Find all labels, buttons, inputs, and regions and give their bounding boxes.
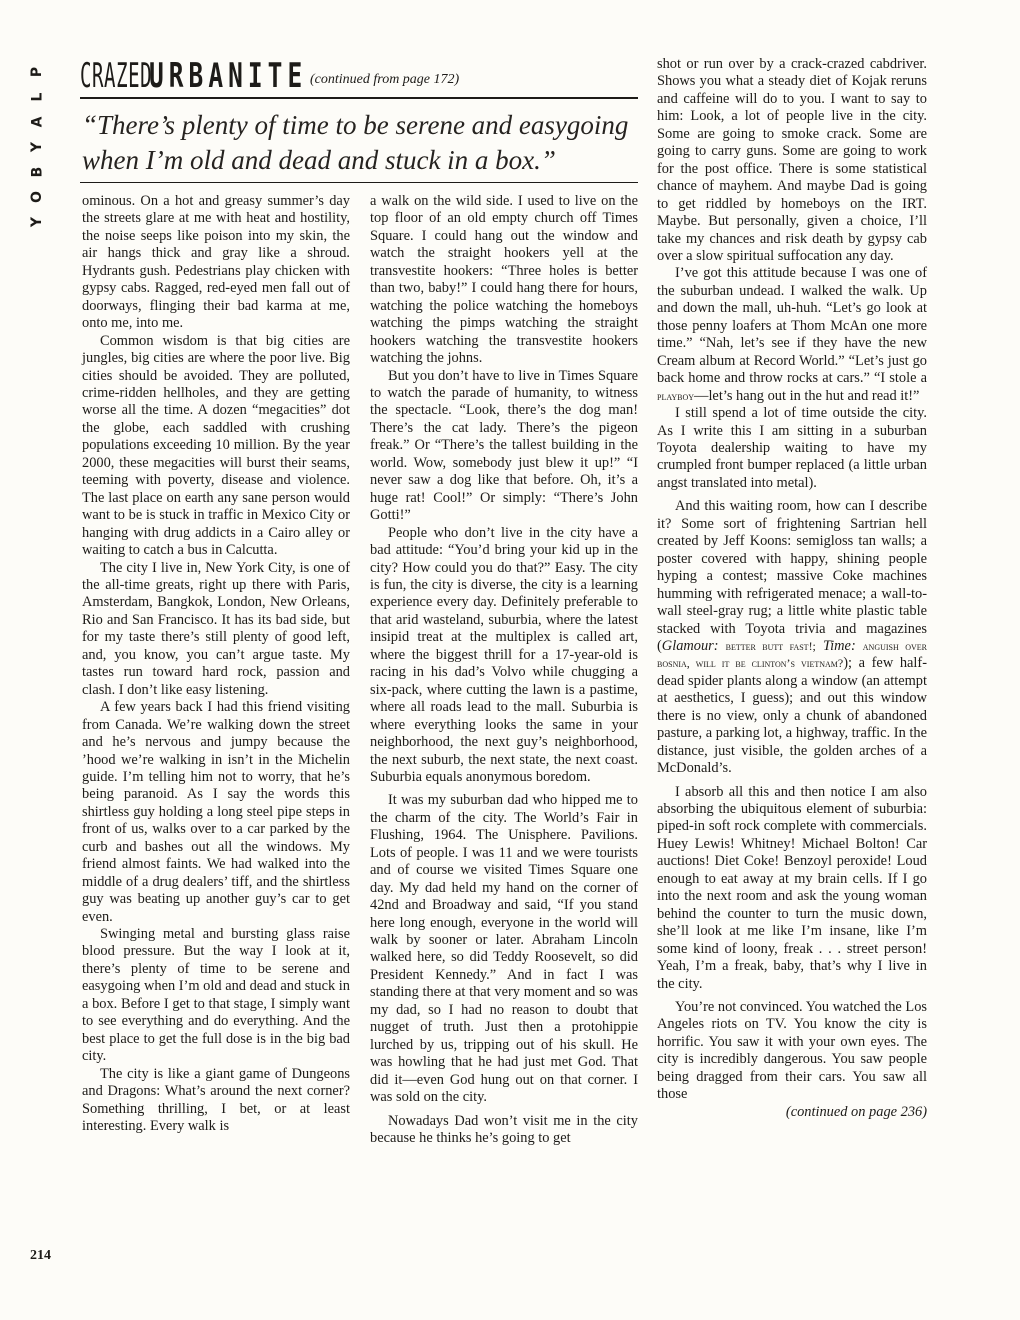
article-column-1 [82, 193, 350, 1135]
text-run: —let’s hang out in the hut and read it!” [694, 387, 920, 404]
paragraph: A few years back I had this friend visiting from Canada. We’re walking down the street and he’s nervous and jumpy because the ’hood we’re walking in isn’t in the Michelin guide. I’m telling him not to worry, that he’s being paranoid. As I say the words this shirtless guy holding a long steel pipe steps in front of us, walks over to a car parked by the curb and bashes out all the windows. My friend almost faints. We had walked into the middle of a drug dealers’ tiff, and the shirtless guy was beating up another guy’s car to get even. [82, 699, 350, 925]
paragraph [657, 265, 927, 405]
pull-quote: “There’s plenty of time to be serene and easygoing when I’m old and dead and stuck in a box.” [82, 110, 629, 175]
magazine-spine-label [26, 62, 48, 232]
magazine-title: Glamour: [661, 637, 719, 654]
article-column-3 [657, 56, 927, 1121]
spine-letter: B [28, 166, 45, 178]
text-run: And this waiting room, how can I describe it? Some sort of frightening Sartrian hell created by Jeff Koons: semigloss tan walls; a poster covered with happy, shining people hyping a contest; massive Coke machines humming with refrigerated menace; a wall-to-wall steel-gray rug; a little white plastic table stacked with Toyota trivia and magazines ( [657, 498, 927, 654]
header-rule [80, 97, 638, 99]
continued-on-note: (continued on page 236) [785, 1103, 927, 1120]
spine-letter: Y [28, 216, 45, 228]
pullquote-rule [80, 182, 638, 183]
paragraph: The city I live in, New York City, is one of the all-time greats, right up there with Paris, Amsterdam, Bangkok, London, New Orleans, Rio and San Francisco. It has its bad side, but for my taste there’s still plenty of good left, and, you know, you can’t argue taste. My tastes run toward hard rock, passion and clash. I don’t like easy listening. [82, 559, 350, 698]
paragraph: The city is like a giant game of Dungeons and Dragons: What’s around the next corner? Something thrilling, I bet, or at least interesting. Every walk is [82, 1065, 350, 1135]
paragraph: a walk on the wild side. I used to live on the top floor of an old empty church off Times Square. I could hang out the window and watch the straight hookers yell at the transvestite hookers: “Three holes is better than two, baby!” I could hang there for hours, watching the police watching the homeboys watching the pimps watching the straight hookers watching the transvestite hookers watching the johns. [370, 193, 638, 367]
department-title-word2: URBANITE [149, 56, 308, 96]
page-number: 214 [30, 1248, 51, 1263]
article-column-2 [370, 193, 638, 1147]
paragraph: shot or run over by a crack-crazed cabdriver. Shows you what a steady diet of Kojak reruns and caffeine will do to you. I want to say to him: Look, a lot of people live in the city. Some are going to smoke crack. Some are going to carry guns. Some are going to work for the post office. There is some statistical chance of mayhem. And maybe Dad is going to get riddled by homeboys on the IRT. Maybe. But personally, given a choice, I’ll take my chances and risk death by gypsy cab over a slow spiritual suffocation any day. [657, 56, 927, 264]
paragraph: Common wisdom is that big cities are jungles, big cities are where the poor live. Big cities should be avoided. They are polluted, crime-ridden hellholes, and they are getting worse all the time. A dozen “megacities” dot the globe, each saddled with crushing populations exceeding 10 million. By the year 2000, these megacities will burst their seams, teeming with poverty, disease and violence. The last place on earth any sane person would want to be is stuck in traffic in Mexico City or hanging with drug addicts in a Cairo alley or waiting to catch a bus in Calcutta. [82, 332, 350, 559]
headline-smallcaps: anguish over bosnia, will it be clinton’s vietnam? [657, 638, 927, 671]
text-run: ); a few half-dead spider plants along a window (an attempt at aesthetics, I guess); and out this window there is no view, only a chunk of abandoned pasture, a parking lot, a highway, traffic. In the distance, just visible, the golden arches of a McDonald’s. [657, 655, 927, 777]
paragraph: People who don’t live in the city have a bad attitude: “You’d bring your kid up in the city? How could you do that?” Easy. The city is fun, the city is diverse, the city is a learning experience every day. Definitely preferable to that arid wasteland, suburbia, where the latest insipid treat at the multiplex is called art, where the biggest thrill for a 17-year-old is racing in his dad’s Volvo while chugging a six-pack, where cutting the lawn is a pastime, where all roads lead to the mall. Suburbia is where everything looks the same in your neighborhood, the next guy’s neighborhood, the next suburb, the next state, the next coast. Suburbia equals anonymous boredom. [370, 524, 638, 785]
paragraph: But you don’t have to live in Times Square to watch the parade of humanity, to witness the spectacle. “Look, there’s the dog man! There’s the cat lady. There’s the pigeon freak.” Or “There’s the tallest building in the world. Wow, somebody just blew it up!” “I never saw a dog like that before. Oh, it’s a huge rat! Cool!” Or simply: “There’s John Gotti!” [370, 367, 638, 524]
paragraph: Nowadays Dad won’t visit me in the city because he thinks he’s going to get [370, 1112, 638, 1147]
department-header [80, 56, 637, 100]
continued-from-note: (continued from page 172) [310, 72, 460, 87]
magazine-name-smallcaps: playboy [657, 388, 695, 403]
spine-letter: P [28, 66, 45, 78]
paragraph [657, 498, 927, 777]
paragraph: ominous. On a hot and greasy summer’s day the streets glare at me with heat and hostility, the noise seeps like poison into my skin, the air hangs thick and gray like a shroud. Hydrants gush. Pedestrians play chicken with gypsy cabs. Ragged, red-eyed men fall out of doorways, flinging their bad karma at me, onto me, into me. [82, 193, 350, 332]
magazine-title: Time: [822, 637, 856, 654]
spine-letter: L [28, 92, 45, 102]
spine-letter: O [29, 191, 45, 203]
spine-letter: Y [28, 141, 45, 153]
text-run: I’ve got this attitude because I was one of the suburban undead. I walked the walk. Up and down the mall, uh-huh. “Let’s go look at those penny loafers at Thom McAn one more time.” “Nah, let’s see if they have the new Cream album at Record World.” “Let’s just go back home and throw rocks at cars.” “I stole a [657, 265, 927, 387]
paragraph: You’re not convinced. You watched the Los Angeles riots on TV. You know the city is horrific. You saw it with your own eyes. The city is incredibly dangerous. You saw people being dragged from their cars. You saw all those [657, 999, 927, 1103]
paragraph: I still spend a lot of time outside the city. As I write this I am sitting in a suburban Toyota dealership waiting to have my crumpled front bumper replaced (a little urban angst translated into metal). [657, 405, 927, 491]
headline-smallcaps: better butt fast!; [725, 638, 816, 653]
paragraph: Swinging metal and bursting glass raise blood pressure. But the way I look at it, there’s plenty of time to be serene and easygoing when I’m old and dead and stuck in a box. Before I get to that stage, I simply want to see everything and do everything. And the best place to get the full dose is in the big bad city. [82, 926, 350, 1065]
spine-letter: A [29, 116, 45, 128]
paragraph: It was my suburban dad who hipped me to the charm of the city. The World’s Fair in Flushing, 1964. The Unisphere. Pavilions. Lots of people. I was 11 and we were tourists and of course we visited Times Square one day. My dad held my hand on the corner of 42nd and Broadway and said, “If you stand here long enough, everyone in the world will walk by sooner or later. Abraham Lincoln walked here, so did Teddy Roosevelt, so did President Kennedy.” And in fact I was standing there at that very moment and so was my dad, so I had no reason to doubt that nugget of truth. Just then a protohippie lurched by us, tripping out of his skull. He was howling that he had just met God. That did it—even God hung out on that corner. I was sold on the city. [370, 792, 638, 1106]
paragraph: I absorb all this and then notice I am also absorbing the ubiquitous element of suburbia: piped-in soft rock complete with commercials. Huey Lewis! Whitney! Michael Bolton! Car auctions! Diet Coke! Benzoyl peroxide! Loud enough to eat away at my brain cells. If I go into the next room and ask the young woman behind the counter to turn the music down, she’ll look at me like I’m insane, like I’m some kind of loony, freak . . . street person! Yeah, I’m a freak, baby, that’s why I live in the city. [657, 783, 927, 992]
department-title-word1: CRAZED [80, 56, 153, 96]
